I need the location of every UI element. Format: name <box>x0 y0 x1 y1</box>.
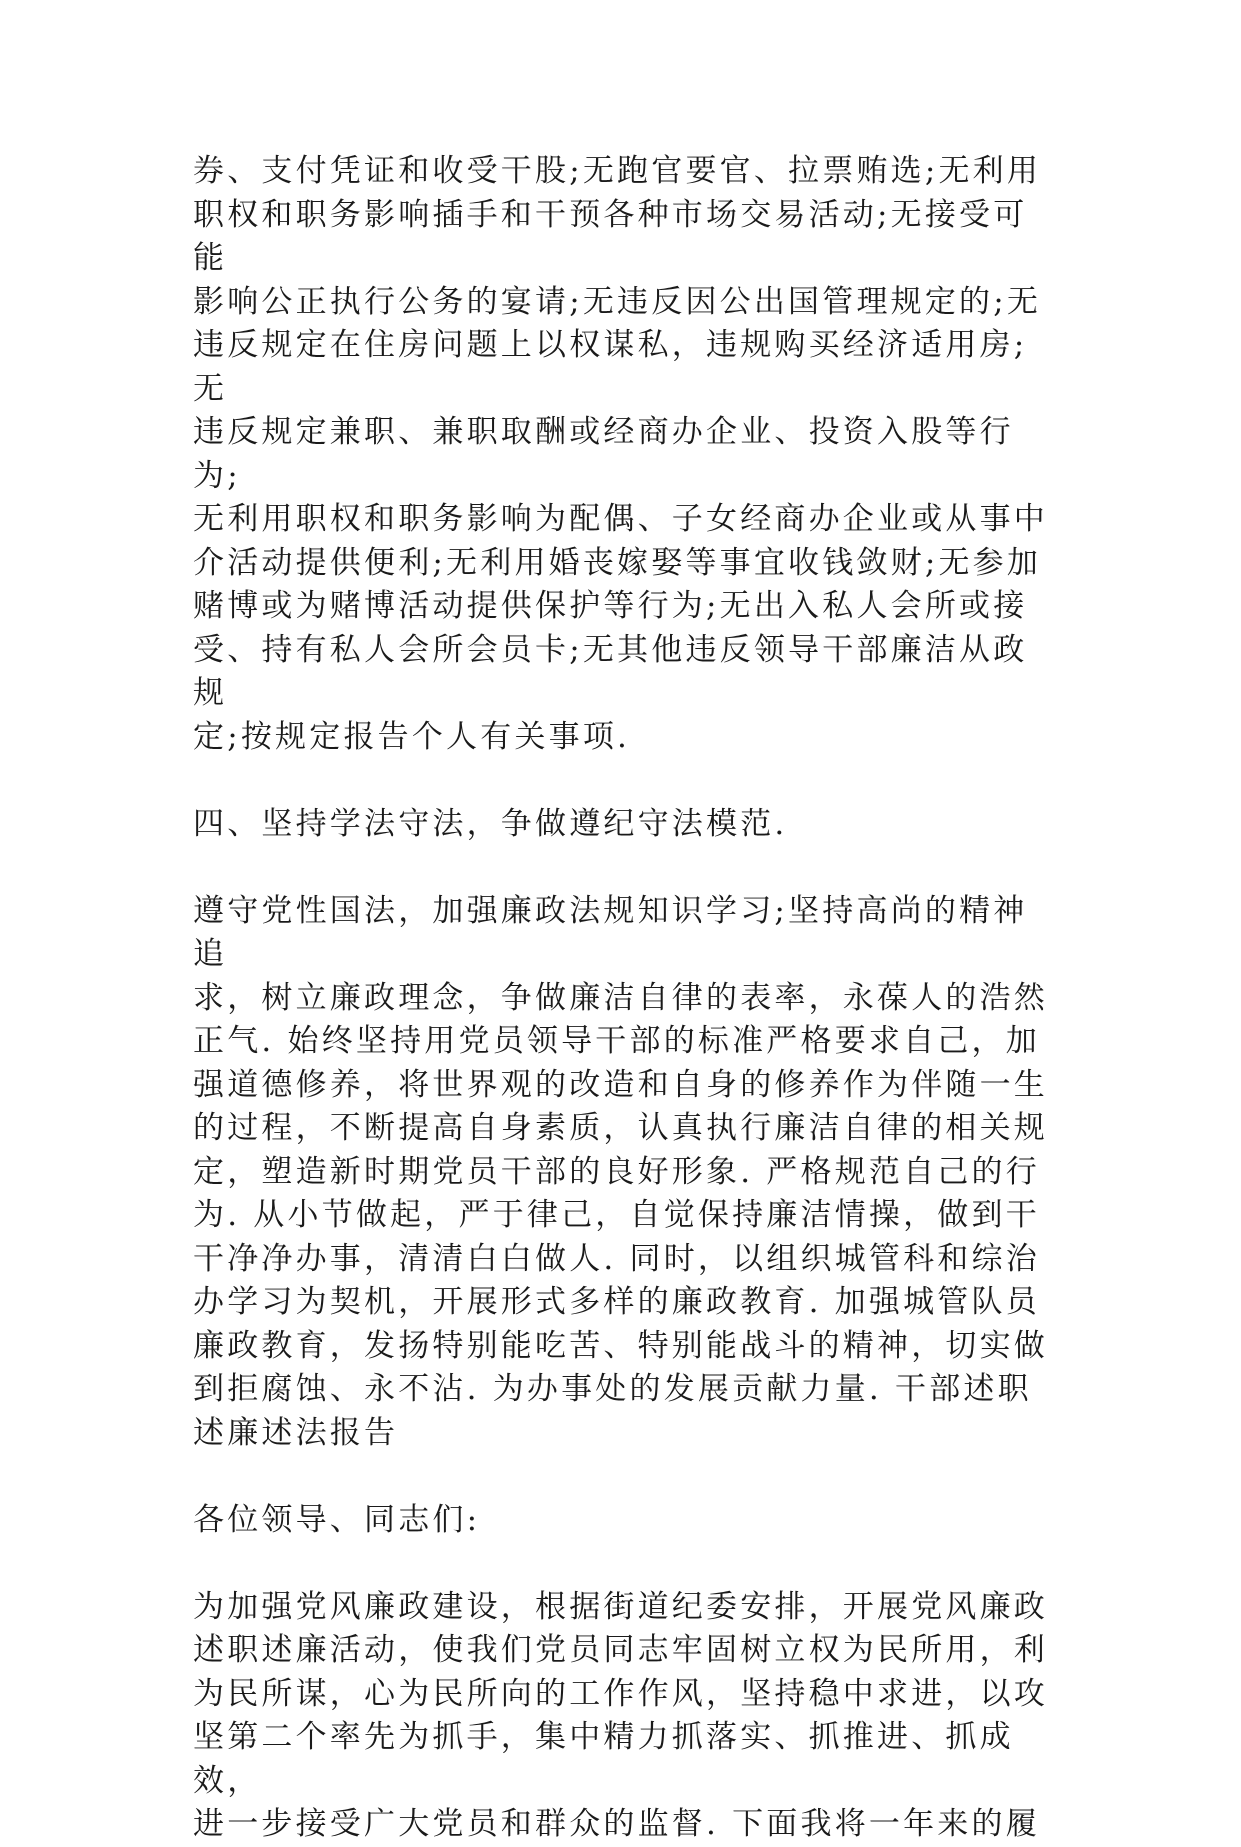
document-body <box>193 150 1053 1847</box>
paragraph-law-abiding: 遵守党性国法，加强廉政法规知识学习;坚持高尚的精神追 求，树立廉政理念，争做廉洁自律的表率，永葆人的浩然 正气. 始终坚持用党员领导干部的标准严格要求自己，加 强道德修养，将世界观的改造和自身的修养作为伴随一生 的过程，不断提高自身素质，认真执行廉洁自律的相关规 定，塑造新时期党员干部的良好形象. 严格规范自己的行 为. 从小节做起，严于律己，自觉保持廉洁情操，做到干 干净净办事，清清白白做人. 同时，以组织城管科和综治 办学习为契机，开展形式多样的廉政教育. 加强城管队员 廉政教育，发扬特别能吃苦、特别能战斗的精神，切实做 到拒腐蚀、永不沾. 为办事处的发展贡献力量. 干部述职 述廉述法报告 <box>193 892 1048 1451</box>
paragraph-report-intro: 为加强党风廉政建设，根据街道纪委安排，开展党风廉政 述职述廉活动，使我们党员同志牢固树立权为民所用，利 为民所谋，心为民所向的工作作风，坚持稳中求进，以攻 坚第二个率先为抓手，集中精力抓落实、抓推进、抓成效， 进一步接受广大党员和群众的监督. 下面我将一年来的履 <box>193 1588 1048 1842</box>
salutation: 各位领导、同志们: <box>193 1501 481 1538</box>
section-heading-four: 四、坚持学法守法，争做遵纪守法模范. <box>193 805 788 842</box>
paragraph-continuation: 券、支付凭证和收受干股;无跑官要官、拉票贿选;无利用 职权和职务影响插手和干预各种市场交易活动;无接受可能 影响公正执行公务的宴请;无违反因公出国管理规定的;无 违反规定在住房问题上以权谋私，违规购买经济适用房;无 违反规定兼职、兼职取酬或经商办企业、投资入股等行为; 无利用职权和职务影响为配偶、子女经商办企业或从事中 介活动提供便利;无利用婚丧嫁娶等事宜收钱敛财;无参加 赌博或为赌博活动提供保护等行为;无出入私人会所或接 受、持有私人会所会员卡;无其他违反领导干部廉洁从政规 定;按规定报告个人有关事项. <box>193 153 1048 755</box>
